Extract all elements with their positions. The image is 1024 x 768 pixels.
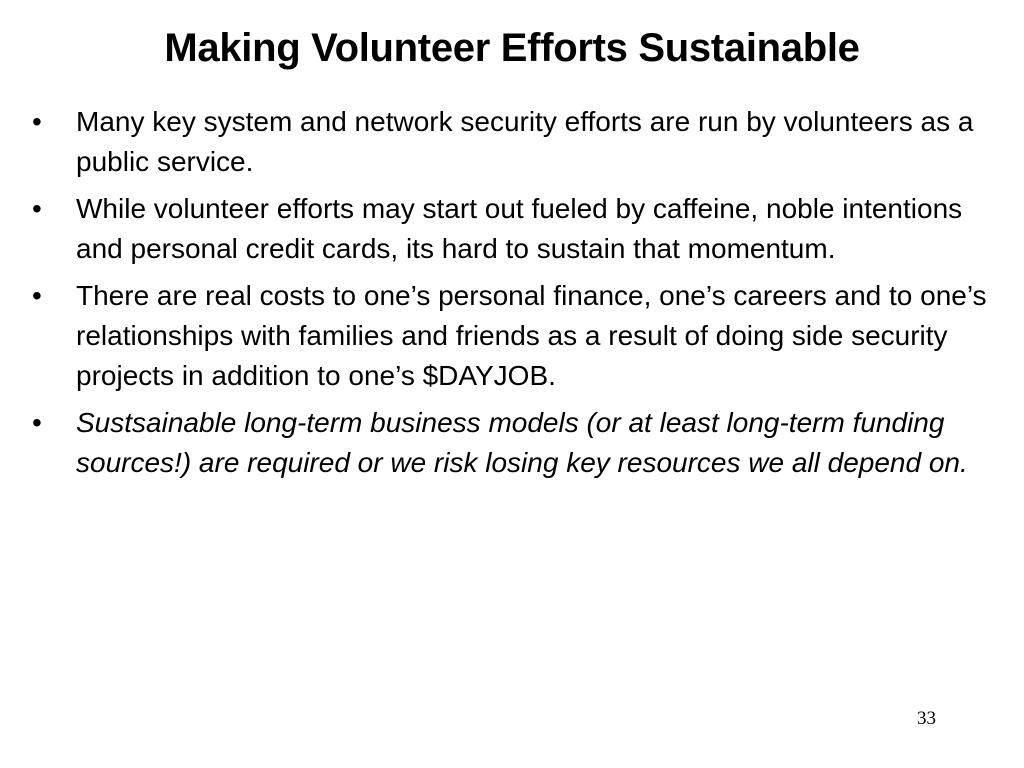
bullet-icon: • xyxy=(32,280,42,311)
bullet-item xyxy=(30,276,1005,396)
bullet-icon: • xyxy=(32,106,42,137)
bullet-item xyxy=(30,189,1005,269)
slide-title: Making Volunteer Efforts Sustainable xyxy=(164,26,860,70)
bullet-item xyxy=(30,403,1005,483)
bullet-item xyxy=(30,102,1005,182)
bullet-text: Many key system and network security efforts are run by volunteers as a public service. xyxy=(76,106,974,177)
bullet-icon: • xyxy=(32,193,42,224)
bullet-text-emphasized: Sustsainable long-term business models (or at least long-term funding sources!) are required or we risk losing key resources we all depend on. xyxy=(76,407,968,478)
bullet-text: While volunteer efforts may start out fueled by caffeine, noble intentions and personal credit cards, its hard to sustain that momentum. xyxy=(76,193,963,264)
bullet-text: There are real costs to one’s personal finance, one’s careers and to one’s relationships with families and friends as a result of doing side security projects in addition to one’s $DAYJOB. xyxy=(76,280,987,391)
bullet-list xyxy=(30,102,1005,490)
slide-page-number: 33 xyxy=(917,708,936,729)
bullet-icon: • xyxy=(32,407,42,438)
